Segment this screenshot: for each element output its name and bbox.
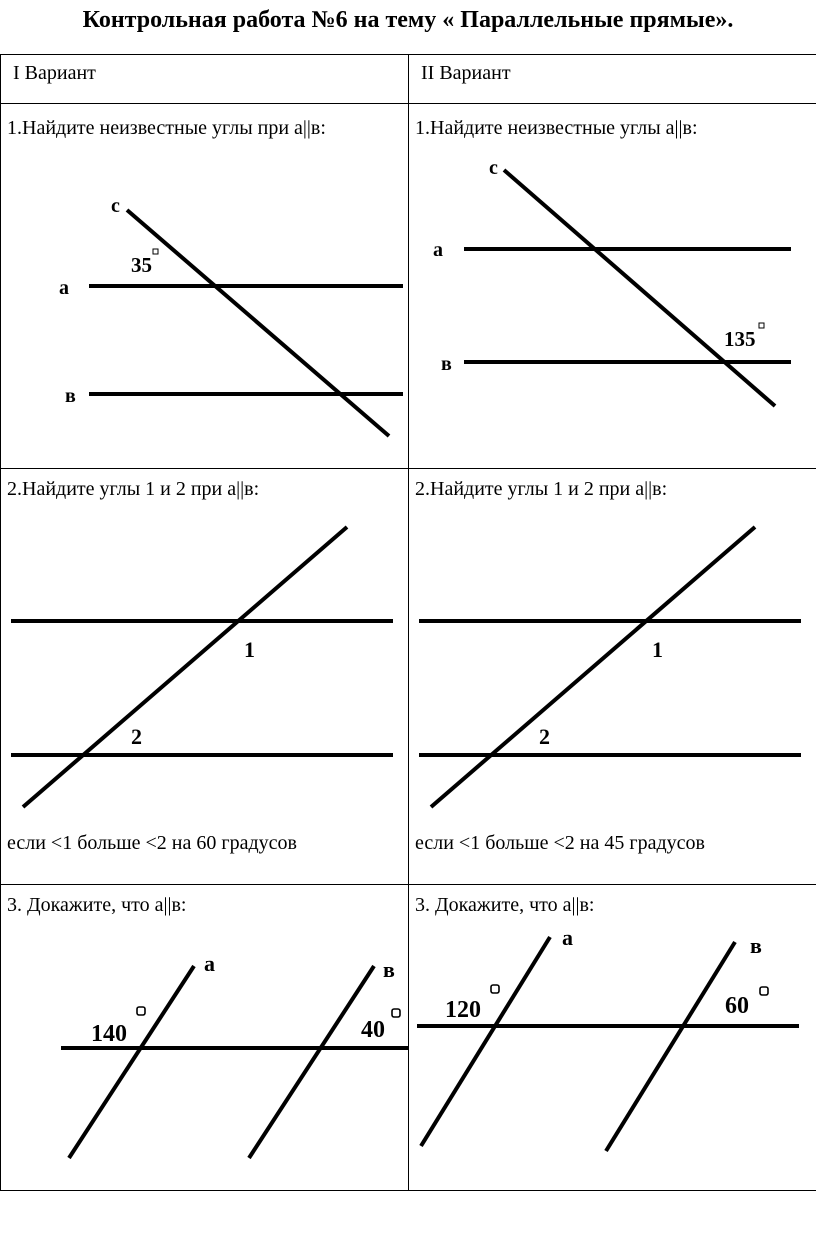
task-3-v2-figure	[409, 885, 816, 1191]
task-3-v1-figure	[1, 885, 408, 1191]
task-3-row	[1, 885, 816, 1191]
label-c: с	[489, 157, 498, 179]
angle-135: 135	[724, 327, 756, 351]
degree-mark	[137, 1007, 145, 1015]
task-2-row	[1, 469, 816, 885]
task-1-v1-prompt: 1.Найдите неизвестные углы при а||в:	[7, 117, 326, 139]
task-2-variant-1	[1, 469, 409, 885]
task-2-v2-condition: если <1 больше <2 на 45 градусов	[415, 832, 705, 854]
label-c: с	[111, 195, 120, 217]
task-2-v1-figure	[1, 469, 408, 885]
task-2-v1-condition: если <1 больше <2 на 60 градусов	[7, 832, 297, 854]
label-b: в	[441, 353, 452, 375]
variant-1-label: I Вариант	[13, 62, 96, 84]
task-3-v1-prompt: 3. Докажите, что а||в:	[7, 894, 187, 916]
angle-120: 120	[445, 997, 481, 1023]
label-a: а	[204, 951, 215, 976]
variant-1-header	[1, 55, 409, 104]
angle-1-label: 1	[652, 637, 663, 662]
label-a: а	[562, 925, 573, 950]
task-2-v2-prompt: 2.Найдите углы 1 и 2 при а||в:	[415, 478, 668, 500]
angle-40: 40	[361, 1017, 385, 1043]
variant-2-header	[409, 55, 816, 104]
line-a	[421, 937, 550, 1146]
degree-mark	[392, 1009, 400, 1017]
variant-2-label: II Вариант	[421, 62, 511, 84]
transversal	[23, 527, 347, 807]
task-1-variant-2	[409, 104, 816, 469]
task-2-v1-prompt: 2.Найдите углы 1 и 2 при а||в:	[7, 478, 260, 500]
task-1-v2-prompt: 1.Найдите неизвестные углы а||в:	[415, 117, 698, 139]
task-1-v1-figure	[1, 104, 408, 469]
angle-2-label: 2	[131, 724, 142, 749]
task-3-variant-2	[409, 885, 816, 1191]
label-b: в	[750, 933, 762, 958]
line-b	[249, 966, 374, 1158]
degree-mark	[153, 249, 158, 254]
line-c	[504, 170, 775, 406]
variant-header-row	[1, 55, 816, 104]
task-3-variant-1	[1, 885, 409, 1191]
task-1-row	[1, 104, 816, 469]
angle-2-label: 2	[539, 724, 550, 749]
assignment-table	[0, 54, 816, 1191]
angle-60: 60	[725, 993, 749, 1019]
line-b	[606, 942, 735, 1151]
transversal	[431, 527, 755, 807]
label-b: в	[383, 957, 395, 982]
degree-mark	[760, 987, 768, 995]
label-b: в	[65, 385, 76, 407]
line-c	[127, 210, 389, 436]
angle-35: 35	[131, 253, 152, 277]
degree-mark	[491, 985, 499, 993]
task-1-variant-1	[1, 104, 409, 469]
degree-mark	[759, 323, 764, 328]
task-1-v2-figure	[409, 104, 816, 469]
task-2-v2-figure	[409, 469, 816, 885]
label-a: а	[59, 277, 69, 299]
line-a	[69, 966, 194, 1158]
task-2-variant-2	[409, 469, 816, 885]
label-a: а	[433, 239, 443, 261]
page-title: Контрольная работа №6 на тему « Параллельные прямые».	[82, 7, 734, 33]
angle-140: 140	[91, 1021, 127, 1047]
task-3-v2-prompt: 3. Докажите, что а||в:	[415, 894, 595, 916]
angle-1-label: 1	[244, 637, 255, 662]
